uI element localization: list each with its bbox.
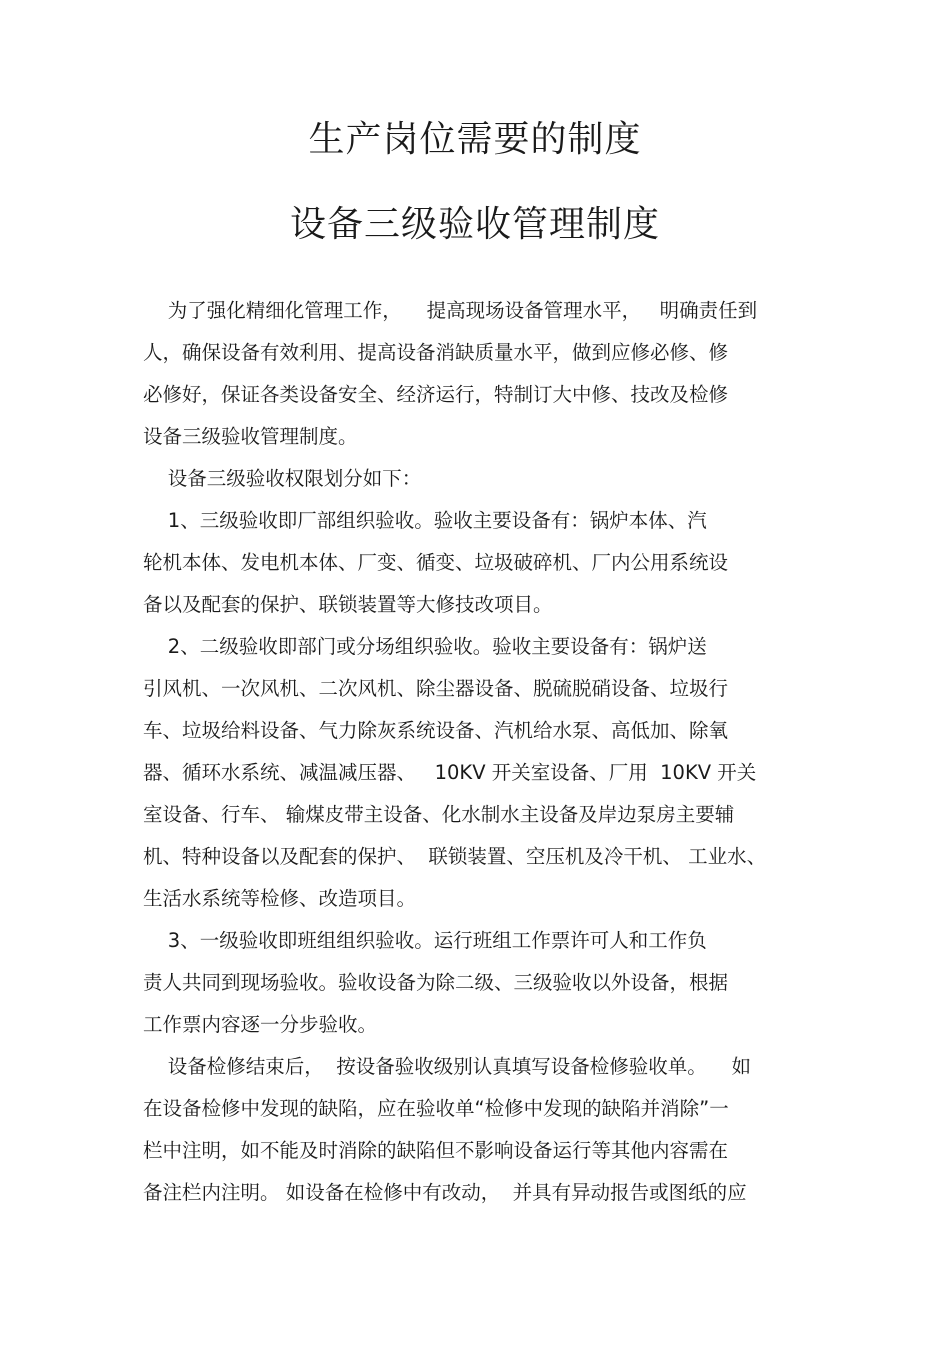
text-line: 人，确保设备有效利用、提高设备消缺质量水平，做到应修必修、修 [143,341,729,364]
text-line: 轮机本体、发电机本体、厂变、循变、垃圾破碎机、厂内公用系统设 [143,551,729,574]
body-text [143,290,808,1214]
text-line: 3、一级验收即班组组织验收。运行班组工作票许可人和工作负 [143,929,707,952]
text-line: 设备检修结束后， 按设备验收级别认真填写设备检修验收单。 如 [143,1055,751,1078]
text-line: 必修好，保证各类设备安全、经济运行，特制订大中修、技改及检修 [143,383,729,406]
text-line: 室设备、行车、 输煤皮带主设备、化水制水主设备及岸边泵房主要辅 [143,803,735,826]
text-line: 备注栏内注明。 如设备在检修中有改动， 并具有异动报告或图纸的应 [143,1181,747,1204]
text-line: 栏中注明，如不能及时消除的缺陷但不影响设备运行等其他内容需在 [143,1139,729,1162]
text-line: 在设备检修中发现的缺陷，应在验收单“检修中发现的缺陷并消除”一 [143,1097,729,1120]
text-line: 设备三级验收管理制度。 [143,425,358,448]
text-line: 工作票内容逐一分步验收。 [143,1013,378,1036]
text-line: 机、特种设备以及配套的保护、 联锁装置、空压机及冷干机、 工业水、 [143,845,767,868]
text-line: 责人共同到现场验收。验收设备为除二级、三级验收以外设备，根据 [143,971,729,994]
text-line: 2、二级验收即部门或分场组织验收。验收主要设备有：锅炉送 [143,635,707,658]
text-line: 1、三级验收即厂部组织验收。验收主要设备有：锅炉本体、汽 [143,509,707,532]
text-line: 器、循环水系统、减温减压器、 10KV 开关室设备、厂用 10KV 开关 [143,761,757,784]
page-title: 生产岗位需要的制度 [308,119,642,160]
document-subtitle: 设备三级验收管理制度 [289,204,660,245]
text-line: 为了强化精细化管理工作， 提高现场设备管理水平， 明确责任到 [143,299,758,322]
text-line: 备以及配套的保护、联锁装置等大修技改项目。 [143,593,553,616]
text-line: 生活水系统等检修、改造项目。 [143,887,417,910]
text-line: 引风机、一次风机、二次风机、除尘器设备、脱硫脱硝设备、垃圾行 [143,677,729,700]
text-line: 设备三级验收权限划分如下： [143,467,422,490]
text-line: 车、垃圾给料设备、气力除灰系统设备、汽机给水泵、高低加、除氧 [143,719,729,742]
